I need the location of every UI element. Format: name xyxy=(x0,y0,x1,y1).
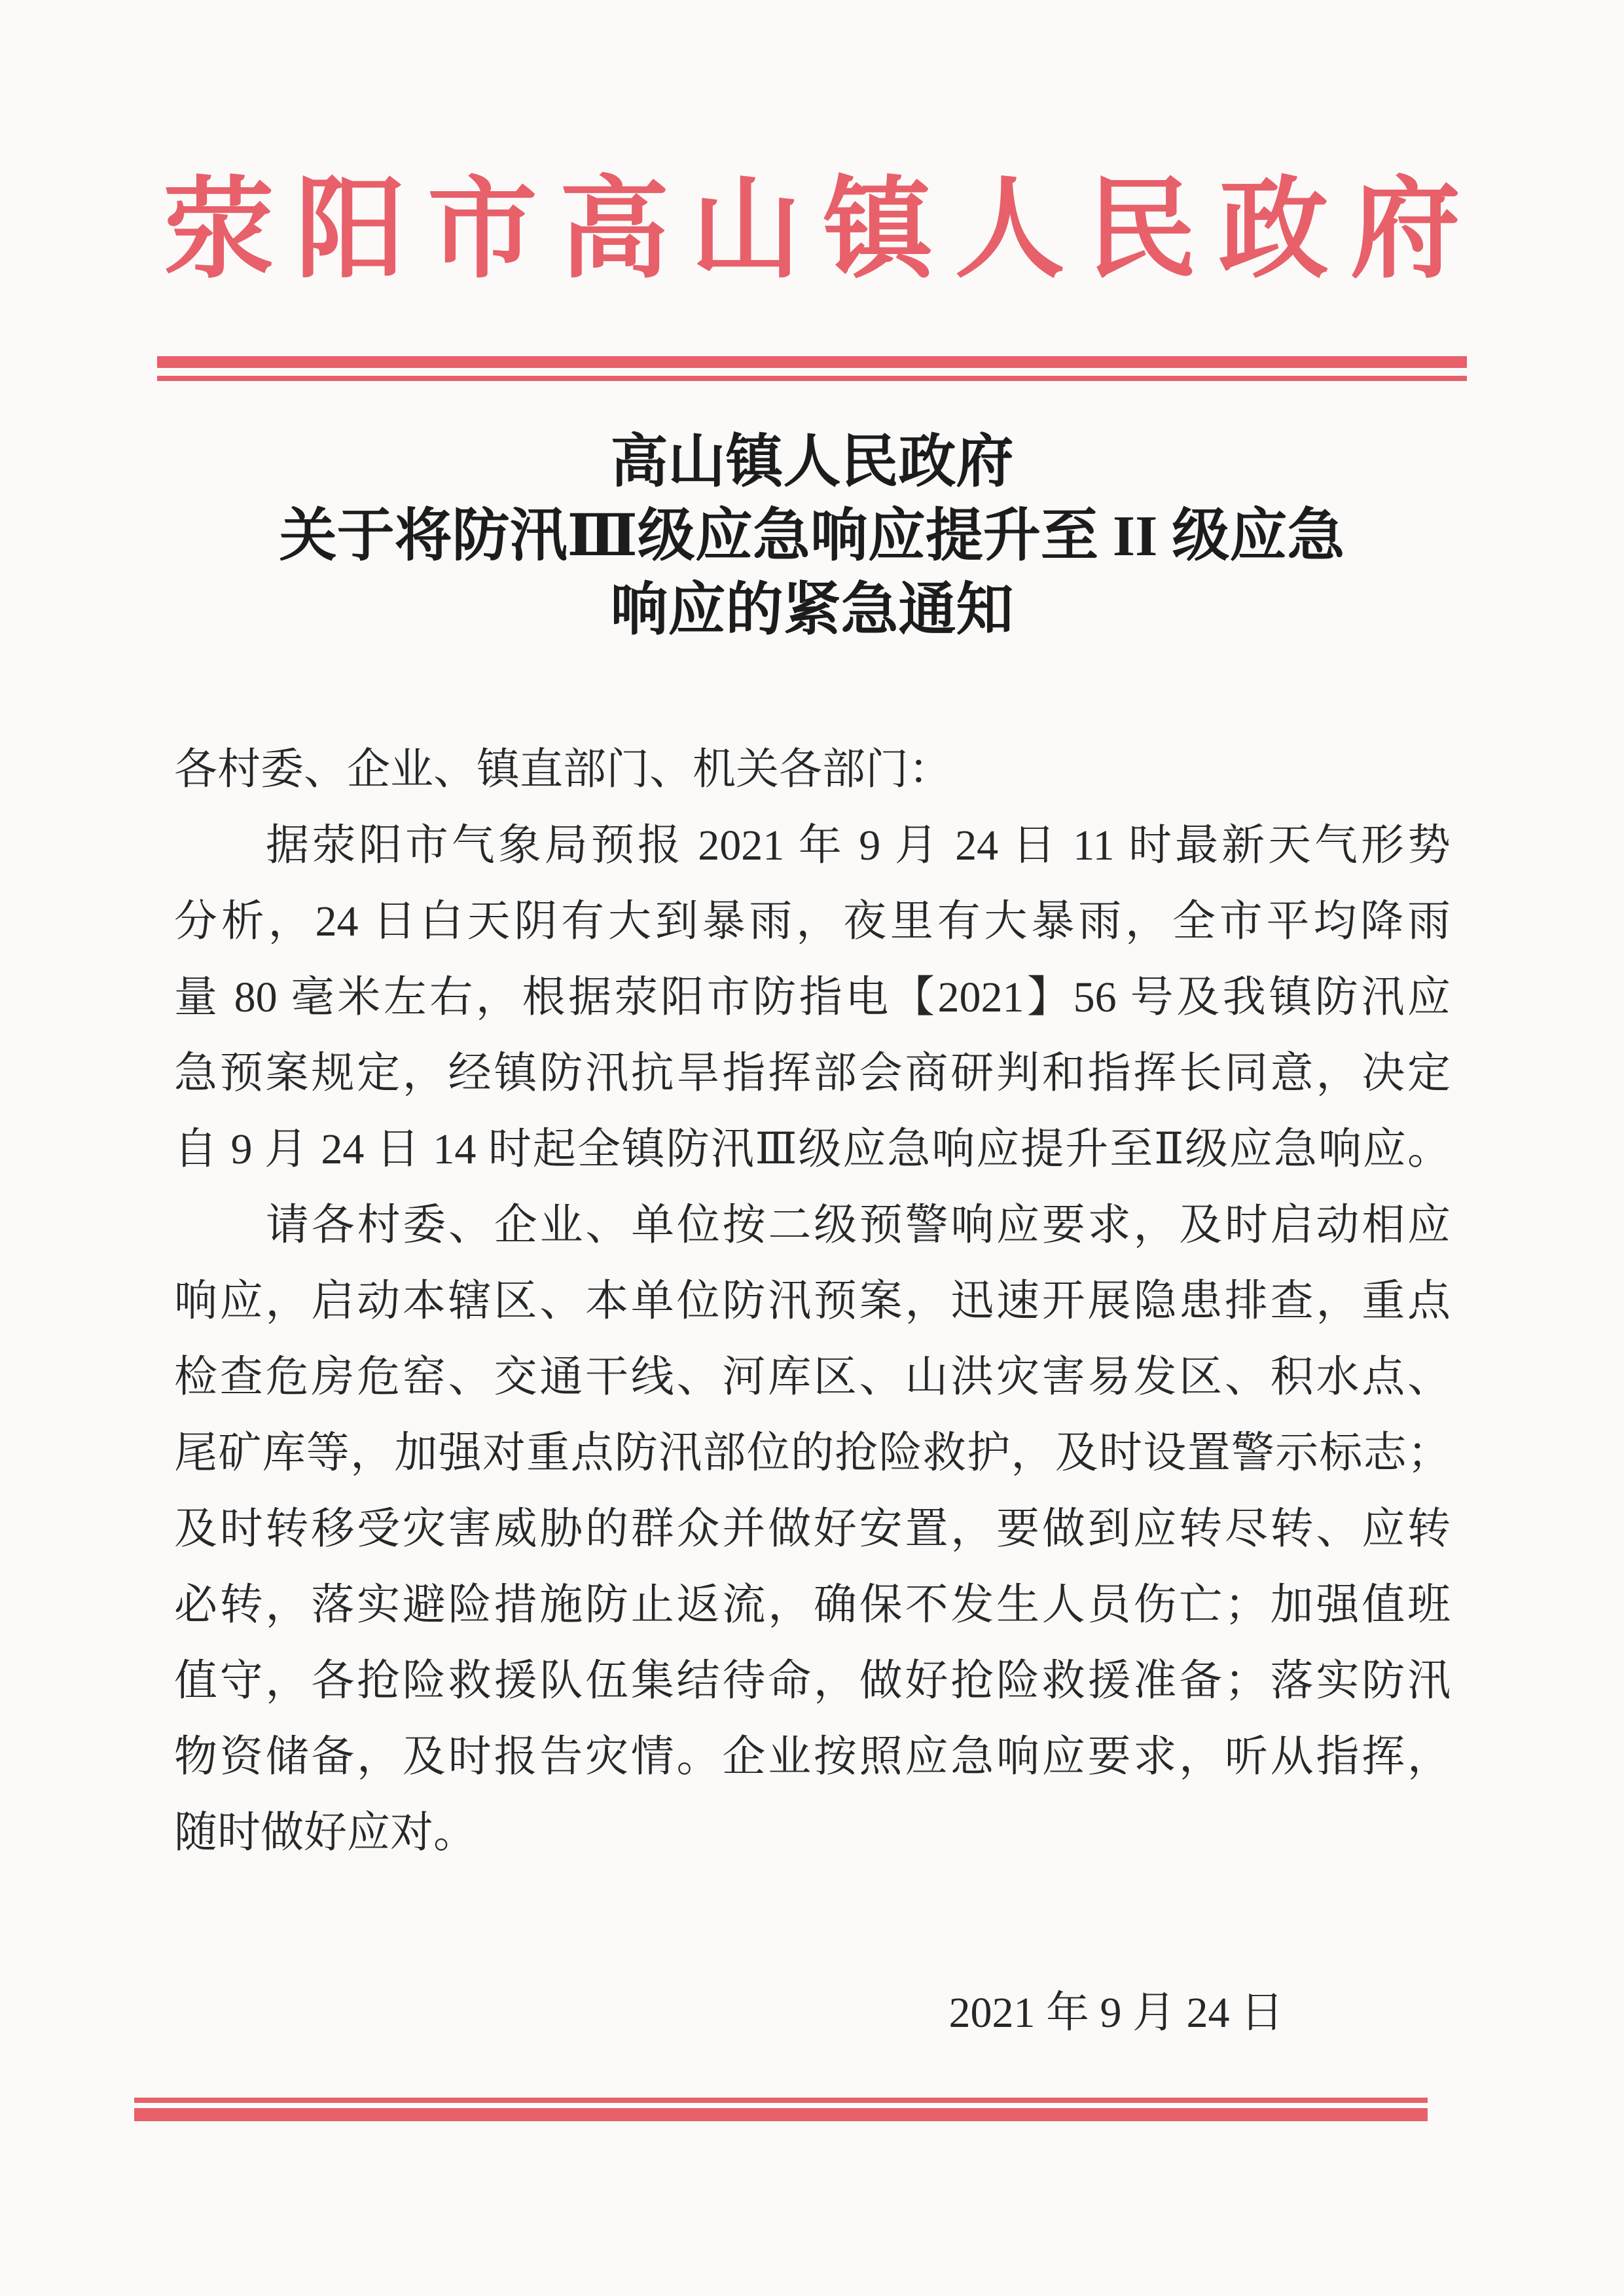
body-line: 响应，启动本辖区、本单位防汛预案，迅速开展隐患排查，重点 xyxy=(174,1277,1451,1325)
body-line: 自 9 月 24 日 14 时起全镇防汛Ⅲ级应急响应提升至Ⅱ级应急响应。 xyxy=(174,1125,1451,1173)
body-line: 必转，落实避险措施防止返流，确保不发生人员伤亡；加强值班 xyxy=(174,1581,1451,1629)
footer-rule-thick xyxy=(134,2108,1428,2121)
doc-title-line-2: 关于将防汛Ⅲ级应急响应提升至 II 级应急 xyxy=(279,505,1345,568)
body-line: 据荥阳市气象局预报 2021 年 9 月 24 日 11 时最新天气形势 xyxy=(266,822,1451,869)
body-text xyxy=(174,732,1451,1871)
header-rule-thin xyxy=(157,376,1467,381)
body-line: 各村委、企业、镇直部门、机关各部门： xyxy=(174,746,952,793)
body-line: 及时转移受灾害威胁的群众并做好安置，要做到应转尽转、应转 xyxy=(174,1505,1451,1553)
body-line: 急预案规定，经镇防汛抗旱指挥部会商研判和指挥长同意，决定 xyxy=(174,1049,1451,1097)
body-line: 量 80 毫米左右，根据荥阳市防指电【2021】56 号及我镇防汛应 xyxy=(174,974,1451,1021)
body-line: 随时做好应对。 xyxy=(174,1809,477,1857)
footer-rule-thin xyxy=(134,2098,1428,2103)
body-line: 请各村委、企业、单位按二级预警响应要求，及时启动相应 xyxy=(266,1201,1451,1249)
body-line: 值守，各抢险救援队伍集结待命，做好抢险救援准备；落实防汛 xyxy=(174,1657,1451,1705)
doc-title xyxy=(0,426,1624,647)
body-line: 物资储备，及时报告灾情。企业按照应急响应要求，听从指挥， xyxy=(174,1733,1451,1781)
date-line: 2021 年 9 月 24 日 xyxy=(948,1989,1284,2037)
letterhead-title: 荥阳市高山镇人民政府 xyxy=(164,170,1460,291)
body-line: 检查危房危窑、交通干线、河库区、山洪灾害易发区、积水点、 xyxy=(174,1353,1451,1401)
header-rule-thick xyxy=(157,356,1467,368)
body-line: 分析，24 日白天阴有大到暴雨，夜里有大暴雨，全市平均降雨 xyxy=(174,898,1451,945)
doc-title-line-1: 高山镇人民政府 xyxy=(610,431,1014,494)
doc-title-line-3: 响应的紧急通知 xyxy=(610,579,1014,642)
body-line: 尾矿库等，加强对重点防汛部位的抢险救护，及时设置警示标志； xyxy=(174,1429,1451,1477)
